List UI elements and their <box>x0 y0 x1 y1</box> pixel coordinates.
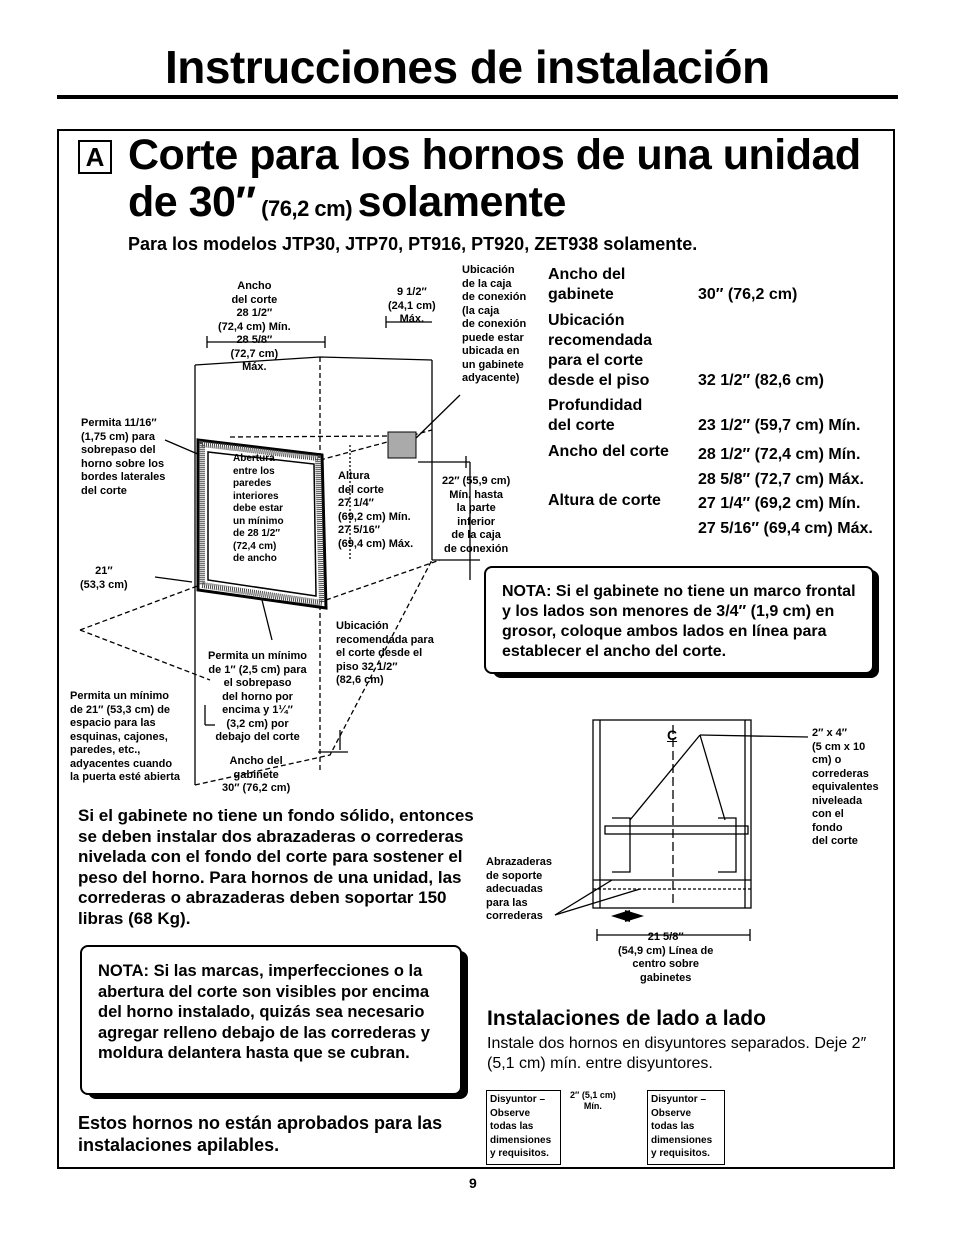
label-centerline-dim: 21 5/8″ (54,9 cm) Línea de centro sobre gabinetes <box>618 931 714 984</box>
spec-label: Ancho del corte <box>548 443 669 460</box>
label-cut-height: Altura del corte 27 1/4″ (69,2 cm) Mín. 27 5/16″ (69,4 cm) Máx. <box>338 470 414 550</box>
label-overlap-sides: Permita 11/16″ (1,75 cm) para sobrepaso del horno sobre los bordes laterales del corte <box>81 417 166 497</box>
section-letter: A <box>78 140 112 174</box>
spec-label: Ancho del gabinete <box>548 266 626 303</box>
heading-line-1: Corte para los hornos de una unidad <box>128 131 861 179</box>
label-junction-offset: 9 1/2″ (24,1 cm) Máx. <box>388 286 436 325</box>
breaker-left: Disyuntor – Observe todas las dimensiones y requisitos. <box>486 1090 561 1165</box>
heading-de-30: de 30″ <box>128 178 256 226</box>
breaker-right: Disyuntor – Observe todas las dimensiones y requisitos. <box>647 1090 725 1165</box>
note-frame-box <box>484 566 874 674</box>
label-overlap-top-bottom: Permita un mínimo de 1″ (2,5 cm) para el sobrepaso del horno por encima y 1¼″ (3,2 cm) por debajo del corte <box>208 650 308 743</box>
side-by-side-text: Instale dos hornos en disyuntores separados. Deje 2″ (5,1 cm) mín. entre disyuntores. <box>487 1035 867 1072</box>
not-approved-text: Estos hornos no están aprobados para las instalaciones apilables. <box>78 1113 443 1155</box>
spec-value: 27 1/4″ (69,2 cm) Mín. 27 5/16″ (69,4 cm) Máx. <box>698 495 873 537</box>
spec-label: Ubicación recomendada para el corte desde el piso <box>548 312 653 389</box>
models-line: Para los modelos JTP30, JTP70, PT916, PT920, ZET938 solamente. <box>128 234 698 254</box>
label-runners: 2″ x 4″ (5 cm x 10 cm) o correderas equivalentes niveleada con el fondo del corte <box>812 727 879 847</box>
centerline-symbol: C <box>667 727 678 743</box>
page-title: Instrucciones de instalación <box>165 41 770 93</box>
note-frame-text: NOTA: Si el gabinete no tiene un marco frontal y los lados son menores de 3/4″ (1,9 cm) en grosor, coloque ambos lados en línea para establecer el ancho del corte. <box>502 583 856 660</box>
side-by-side-heading: Instalaciones de lado a lado <box>487 1007 766 1030</box>
spec-value: 28 1/2″ (72,4 cm) Mín. 28 5/8″ (72,7 cm) Máx. <box>698 446 864 488</box>
support-paragraph: Si el gabinete no tiene un fondo sólido, entonces se deben instalar dos abrazaderas o correderas nivelada con el fondo del corte para sostener el peso del horno. Para hornos de una unidad, las correderas o abrazaderas deben soportar 150 libras (68 Kg). <box>78 806 474 928</box>
breaker-gap-label: 2″ (5,1 cm) Mín. <box>570 1090 616 1111</box>
label-cabinet-width: Ancho del gabinete 30″ (76,2 cm) <box>222 755 291 794</box>
label-junction-height: 22″ (55,9 cm) Mín. hasta la parte inferior de la caja de conexión <box>442 475 511 555</box>
label-depth-21: 21″ (53,3 cm) <box>80 565 128 591</box>
spec-value: 30″ (76,2 cm) <box>698 286 798 303</box>
note-marks-text: NOTA: Si las marcas, imperfecciones o la abertura del corte son visibles por encima del horno instalado, quizás sea necesario agregar relleno debajo de las correderas y moldura delantera hasta que se cubran. <box>98 962 430 1062</box>
label-cut-width: Ancho del corte 28 1/2″ (72,4 cm) Mín. 28 5/8″ (72,7 cm) Máx. <box>218 280 291 373</box>
spec-label: Altura de corte <box>548 492 661 509</box>
heading-metric: (76,2 cm) <box>255 196 358 221</box>
label-opening-between: Abertura entre los paredes interiores debe estar un mínimo de 28 1/2″ (72,4 cm) de ancho <box>233 453 284 564</box>
note-marks-box <box>80 945 462 1095</box>
label-junction-location: Ubicación de la caja de conexión (la caja de conexión puede estar ubicada en un gabinete adyacente) <box>462 264 527 384</box>
spec-value: 23 1/2″ (59,7 cm) Mín. <box>698 417 861 434</box>
spec-label: Profundidad del corte <box>548 397 643 434</box>
label-floor-location: Ubicación recomendada para el corte desde el piso 32 1/2″ (82,6 cm) <box>336 620 434 686</box>
heading-solamente: solamente <box>357 178 566 226</box>
spec-value: 32 1/2″ (82,6 cm) <box>698 372 824 389</box>
label-clearance-21: Permita un mínimo de 21″ (53,3 cm) de espacio para las esquinas, cajones, paredes, etc., adyacentes cuando la puerta esté abierta <box>70 690 181 783</box>
page-number: 9 <box>469 1175 477 1191</box>
label-brackets: Abrazaderas de soporte adecuadas para las correderas <box>486 856 553 922</box>
